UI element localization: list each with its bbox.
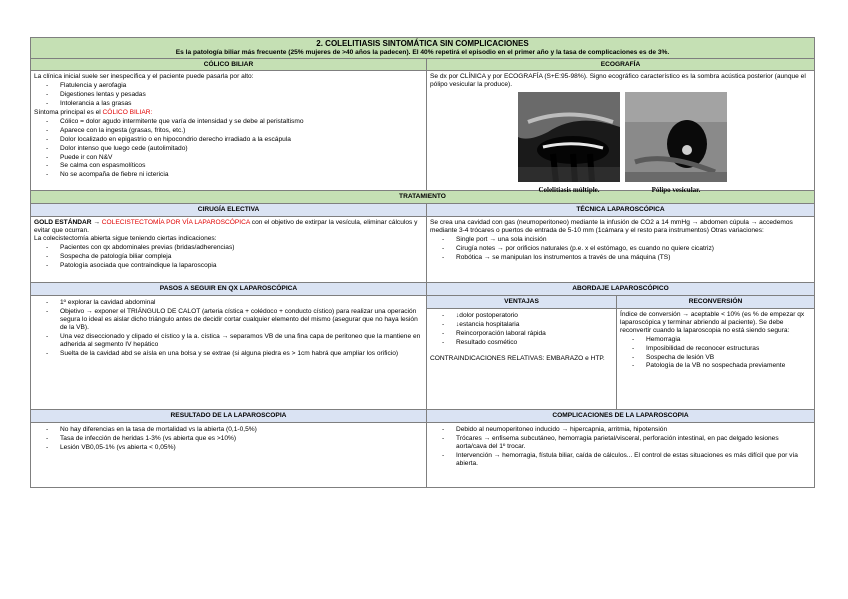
list-item: - No hay diferencias en la tasa de mortalidad vs la abierta (0,1-0,5%): [34, 426, 423, 434]
list-item: - Suelta de la cavidad abd se aísla en una bolsa y se extrae (si alguna piedra es > 1cm habrá que ampliar los orificio): [34, 350, 423, 358]
tratamiento-subheaders-row: [31, 204, 814, 217]
list-item: - Dolor localizado en epigastrio o en hipocondrio derecho irradiado a la escápula: [34, 136, 423, 144]
list-item: - No se acompaña de fiebre ni ictericia: [34, 171, 423, 179]
list-item: - Resultado cosmético: [430, 339, 613, 347]
title-row: [31, 38, 814, 59]
cirugia-content: [31, 217, 427, 282]
gold-suffix: con el objetivo de extirpar la vesícula, eliminar cálculos y evitar que ocurran.: [34, 219, 418, 235]
reconversion-column: [617, 296, 814, 409]
ventajas-content: [427, 309, 616, 365]
reconversion-content: [617, 309, 814, 373]
resultado-complicaciones-row: [31, 423, 814, 487]
list-item: - Flatulencia y aerofagia: [34, 82, 423, 90]
colico-header: CÓLICO BILIAR: [31, 59, 427, 71]
list-item: - Lesión VB0,05-1% (vs abierta < 0,05%): [34, 444, 423, 452]
reconversion-list: [620, 336, 811, 371]
colico-sintomas: [34, 109, 423, 117]
reconversion-header: RECONVERSIÓN: [617, 296, 814, 309]
pasos-abordaje-row: [31, 296, 814, 410]
list-item: - Cirugía notes → por orificios naturales (p.e. x el estómago, es cuando no quiere cicatriz): [430, 245, 811, 253]
list-item: - Puede ir con N&V: [34, 154, 423, 162]
list-item: - Digestiones lentas y pesadas: [34, 91, 423, 99]
list-item: - Imposibilidad de reconocer estructuras: [620, 345, 811, 353]
colico-intro: La clínica inicial suele ser inespecífica y el paciente puede pasarla por alto:: [34, 73, 254, 81]
sintomas-prefix: Síntoma principal es el: [34, 109, 103, 117]
tecnica-header: TÉCNICA LAPAROSCÓPICA: [427, 204, 814, 216]
colico-ecografia-row: [31, 71, 814, 195]
figure-polipo: [625, 92, 727, 194]
reconversion-text: Índice de conversión → aceptable < 10% (es % de empezar qx laparoscópica y terminar abriendo al paciente). Se debe reconvertir cuando la laparoscopia no está siendo segura:: [620, 311, 805, 334]
cirugia-list: [34, 244, 423, 270]
resultado-list: [34, 426, 423, 452]
section-headers-row: [31, 59, 814, 72]
list-item: - Sospecha de lesión VB: [620, 354, 811, 362]
list-item: - Dolor intenso que luego cede (autolimitado): [34, 145, 423, 153]
list-item: - Objetivo → exponer el TRIÁNGULO DE CALOT (arteria cística + colédoco + conducto cístico) para realizar una operación segura lo ideal es aislar dicho triángulo antes de decidir cortar cualquier elemento del mismo (asegurar que no haya lesión de la VB).: [34, 308, 423, 332]
complicaciones-content: [427, 423, 814, 487]
pasos-abordaje-headers-row: [31, 283, 814, 296]
contraindicaciones: CONTRAINDICACIONES RELATIVAS: EMBARAZO e HTP.: [430, 354, 605, 362]
pasos-list: [34, 299, 423, 357]
ecografia-text: Se dx por CLÍNICA y por ECOGRAFÍA (S+E:95-98%). Signo ecográfico característico es la sombra acústica posterior (aunque el pólipo vesicular la produce).: [429, 73, 806, 89]
list-item: - Patología de la VB no sospechada previamente: [620, 362, 811, 370]
ventajas-list: [430, 312, 613, 347]
abierta-intro: La colecistectomía abierta sigue teniendo ciertas indicaciones:: [34, 235, 217, 243]
tecnica-text: Se crea una cavidad con gas (neumoperitoneo) mediante la infusión de CO2 a 14 mmHg → abdomen cúpula → accedemos mediante 3-4 trócares o puertos de entrada de 5-10 mm (1cámara y el resto para instrumentos) Otras variaciones:: [429, 219, 793, 235]
caption-colelitiasis: Colelitiasis múltiple.: [538, 186, 600, 195]
list-item: - Intolerancia a las grasas: [34, 100, 423, 108]
cirugia-header: CIRUGÍA ELECTIVA: [31, 204, 427, 216]
resultado-complicaciones-headers-row: [31, 410, 814, 423]
list-item: - Patología asociada que contraindique la laparoscopia: [34, 262, 423, 270]
list-item: - Tasa de infección de heridas 1-3% (vs abierta que es >10%): [34, 435, 423, 443]
list-item: - Reincorporación laboral rápida: [430, 330, 613, 338]
list-item: - Hemorragia: [620, 336, 811, 344]
list-item: - Se calma con espasmolíticos: [34, 162, 423, 170]
list-item: - Single port → una sola incisión: [430, 236, 811, 244]
gold-prefix: GOLD ESTÁNDAR →: [34, 219, 102, 227]
list-item: - Intervención → hemorragia, fístula biliar, caída de cálculos... El control de estas situaciones es más difícil que por vía abierta.: [430, 452, 811, 468]
pasos-header: PASOS A SEGUIR EN QX LAPAROSCÓPICA: [31, 283, 427, 295]
colico-content: [31, 71, 427, 190]
colico-intro-list: [34, 82, 423, 108]
complicaciones-list: [430, 426, 811, 468]
ecografia-images: [430, 92, 811, 194]
cirugia-tecnica-row: [31, 217, 814, 283]
list-item: - ↓estancia hospitalaria: [430, 321, 613, 329]
gold-highlight: COLECISTECTOMÍA POR VÍA LAPAROSCÓPICA: [101, 219, 250, 227]
caption-polipo: Pólipo vesicular.: [651, 186, 701, 195]
list-item: - Cólico = dolor agudo intermitente que varía de intensidad y se debe al peristaltismo: [34, 118, 423, 126]
list-item: - Aparece con la ingesta (grasas, fritos, etc.): [34, 127, 423, 135]
ultrasound-image-polipo: [625, 92, 727, 182]
page-subtitle: Es la patología biliar más frecuente (25% mujeres de >40 años la padecen). El 40% repetirá el episodio en el primer año y la tasa de complicaciones es de 3%.: [175, 48, 670, 56]
page-title: 2. COLELITIASIS SINTOMÁTICA SIN COMPLICACIONES: [316, 39, 529, 48]
gold-standard: [34, 219, 423, 235]
list-item: - Trócares → enfisema subcutáneo, hemorragia parietal/visceral, perforación intestinal, en pac delgado lesiones aorta/cava del 1º trocar.: [430, 435, 811, 451]
ecografia-header: ECOGRAFÍA: [427, 59, 814, 71]
ultrasound-image-colelitiasis: [518, 92, 620, 182]
abordaje-content: [427, 296, 814, 409]
tecnica-list: [430, 236, 811, 262]
figure-colelitiasis: [518, 92, 620, 194]
list-item: - Robótica → se manipulan los instrumentos a través de una máquina (TS): [430, 254, 811, 262]
pasos-content: [31, 296, 427, 409]
resultado-content: [31, 423, 427, 487]
ventajas-column: [427, 296, 617, 409]
list-item: - Debido al neumoperitoneo inducido → hipercapnia, arritmia, hipotensión: [430, 426, 811, 434]
list-item: - Pacientes con qx abdominales previas (bridas/adherencias): [34, 244, 423, 252]
document-table: [30, 37, 815, 488]
tratamiento-header: TRATAMIENTO: [31, 191, 814, 204]
ventajas-header: VENTAJAS: [427, 296, 616, 309]
list-item: - ↓dolor postoperatorio: [430, 312, 613, 320]
abordaje-header: ABORDAJE LAPAROSCÓPICO: [427, 283, 814, 295]
list-item: - Sospecha de patología biliar compleja: [34, 253, 423, 261]
list-item: - 1º explorar la cavidad abdominal: [34, 299, 423, 307]
colico-list: [34, 118, 423, 179]
ecografia-content: [427, 71, 814, 195]
list-item: - Una vez diseccionado y clipado el cístico y la a. cística → separamos VB de una fina capa de peritoneo que la mantiene en adherida al segmento IV hepático: [34, 333, 423, 349]
tecnica-content: [427, 217, 814, 282]
complicaciones-header: COMPLICACIONES DE LA LAPAROSCOPIA: [427, 410, 814, 422]
sintomas-highlight: CÓLICO BILIAR:: [102, 109, 153, 117]
resultado-header: RESULTADO DE LA LAPAROSCOPIA: [31, 410, 427, 422]
